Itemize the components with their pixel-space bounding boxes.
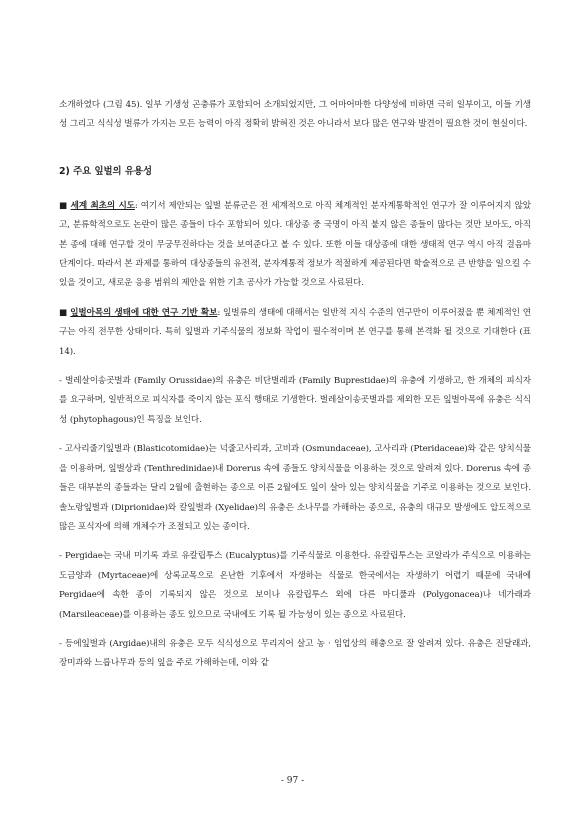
page-number: - 97 - [280,776,305,786]
paragraph-lead: 잎벌아목의 생태에 대한 연구 기반 확보 [70,307,218,318]
intro-paragraph: 소개하였다 (그림 45). 일부 기생성 곤충류가 포함되어 소개되었지만, 그 어마어마한 다양성에 비하면 극히 일부이고, 이들 기생성 그리고 식식성 벌류가 가지는 모든 능력이 아직 정확히 밝혀진 것은 아니라서 보다 많은 연구와 발견이 필요한 것이 현실이다. [59,100,531,130]
paragraph-text: : 여기서 제안되는 잎벌 분류군은 전 세계적으로 아직 체계적인 분자계통학적인 연구가 잘 이루어지지 않았고, 분류학적으로도 논란이 많은 종들이 다수 포함되어 있다. 대상종 중 국명이 아직 붙지 않은 종들이 많다는 것만 보아도, 아직 본 종에 대해 연구할 것이 무궁무진하다는 것을 보여준다고 볼 수 있다. 또한 이들 대상종에 대한 생태적 연구 역시 아직 걸음마 단계이다. 따라서 본 과제를 통하여 대상종들의 유전적, 분자계통적 정보가 적절하게 제공된다면 학술적으로 큰 반향을 일으킬 수 있을 것이고, 새로운 응용 범위의 제안을 위한 기초 공사가 가능할 것으로 사료된다. [59,200,532,289]
bullet-square-icon: ■ [59,200,68,211]
paragraph-world-first [59,197,531,294]
paragraph-ecology-research [59,304,531,362]
paragraph-orussidae: - 벌레살이송곳벌과 (Family Orussidae)의 유충은 비단벌레과 (Family Buprestidae)의 유충에 기생하고, 한 개체의 피식자를 요구하며, 일반적으로 피식자를 죽이지 않는 포식 행태로 기생한다. 벌레살이송곳벌과를 제외한 모든 잎벌아목에 유충은 식식성 (phytophagous)인 특징을 보인다. [59,376,531,425]
bullet-square-icon: ■ [59,307,68,318]
paragraph-lead: 세계 최초의 시도 [70,200,135,211]
document-page [59,96,531,684]
paragraph-pergidae: - Pergidae는 국내 미기록 과로 유칼립투스 (Eucalyptus)를 기주식물로 이용한다. 유칼립투스는 코알라가 주식으로 이용하는 도금양과 (Myrtaceae)에 상록교목으로 온난한 기후에서 자생하는 식물로 한국에서는 자생하기 어렵기 때문에 국내에 Pergidae에 속한 종이 기록되지 않은 것으로 보이나 유칼립투스 외에 다른 마디풀과 (Polygonacea)나 네가래과 (Marsileaceae)를 이용하는 종도 있으므로 국내에도 기록 될 가능성이 있는 종으로 사료된다. [59,551,531,620]
paragraph-blasticotomidae: - 고사리줄기잎벌과 (Blasticotomidae)는 넉줄고사리과, 고비과 (Osmundaceae), 고사리과 (Pteridaceae)와 같은 양치식물을 이용하며, 잎벌상과 (Tenthredinidae)내 Dorerus 속에 종들도 양치식물을 이용하는 것으로 알려져 있다. Dorerus 속에 종들은 대부분의 종들과는 달리 2월에 출현하는 종으로 이른 2월에도 잎이 살아 있는 양치식물을 기주로 이용하는 것으로 보인다. 솔노랑잎벌과 (Diprionidae)와 칼잎벌과 (Xyelidae)의 유충은 소나무를 가해하는 종으로, 유충의 대규모 발생에도 압도적으로 많은 포식자에 의해 개체수가 조절되고 있는 종이다. [59,444,531,532]
paragraph-argidae: - 등에잎벌과 (Argidae)내의 유충은 모두 식식성으로 무리지어 살고 농 · 임업상의 해충으로 잘 알려져 있다. 유충은 진달래과, 장미과와 느릅나무과 등의 잎을 주로 가해하는데, 이와 같 [59,638,531,669]
section-heading: 2) 주요 잎벌의 유용성 [59,165,153,177]
paragraph-text: : 잎벌류의 생태에 대해서는 일반적 지식 수준의 연구만이 이루어졌을 뿐 체계적인 연구는 아직 전무한 상태이다. 특히 잎벌과 기주식물의 정보화 작업이 필수적이며 본 연구를 통해 본격화 될 것으로 기대한다 (표 14). [59,307,532,357]
